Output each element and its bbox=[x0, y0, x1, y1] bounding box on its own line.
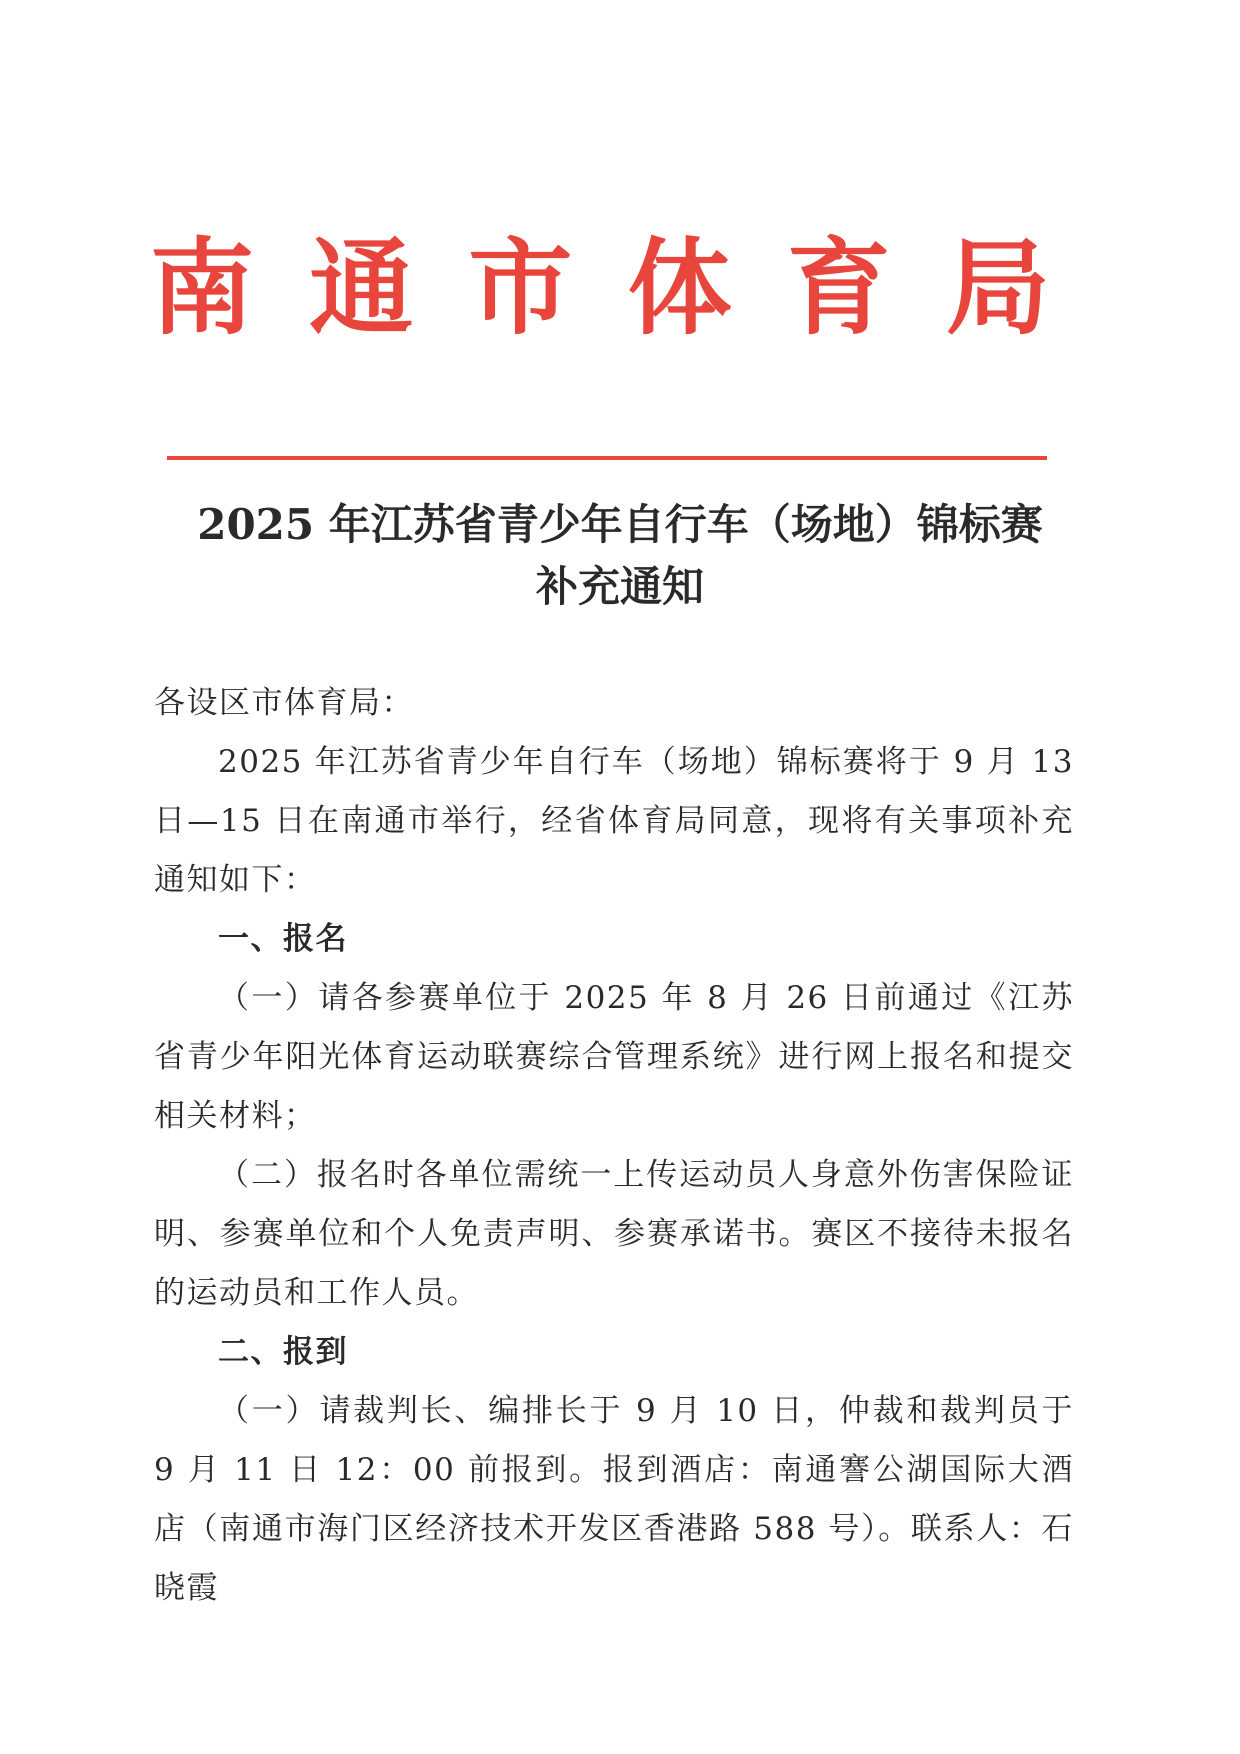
document-body bbox=[154, 674, 1074, 1618]
salutation: 各设区市体育局： bbox=[154, 685, 414, 721]
registration-item-2: （二）报名时各单位需统一上传运动员人身意外伤害保险证明、参赛单位和个人免责声明、参赛承诺书。赛区不接待未报名的运动员和工作人员。 bbox=[154, 1157, 1074, 1311]
section-heading-check-in: 二、报到 bbox=[218, 1334, 348, 1370]
letterhead-char: 市 bbox=[468, 226, 573, 349]
intro-paragraph: 2025 年江苏省青少年自行车（场地）锦标赛将于 9 月 13 日—15 日在南通市举行，经省体育局同意，现将有关事项补充通知如下： bbox=[154, 744, 1074, 898]
registration-item-1: （一）请各参赛单位于 2025 年 8 月 26 日前通过《江苏省青少年阳光体育运动联赛综合管理系统》进行网上报名和提交相关材料； bbox=[154, 980, 1074, 1134]
title-line-2: 补充通知 bbox=[535, 562, 704, 611]
letterhead-char: 体 bbox=[627, 226, 732, 349]
letterhead-char: 育 bbox=[786, 226, 891, 349]
check-in-item-1: （一）请裁判长、编排长于 9 月 10 日，仲裁和裁判员于 9 月 11 日 12：00 前报到。报到酒店：南通謇公湖国际大酒店（南通市海门区经济技术开发区香港路 588 号）。联系人：石晓霞 bbox=[154, 1393, 1074, 1606]
letterhead-char: 通 bbox=[309, 226, 414, 349]
title-line-1: 2025 年江苏省青少年自行车（场地）锦标赛 bbox=[197, 500, 1043, 549]
section-heading-registration: 一、报名 bbox=[218, 921, 348, 957]
letterhead-char: 南 bbox=[150, 226, 255, 349]
document-title bbox=[120, 494, 1120, 618]
red-divider-line bbox=[167, 456, 1047, 460]
letterhead-char: 局 bbox=[945, 226, 1050, 349]
letterhead-logo bbox=[150, 228, 1050, 348]
